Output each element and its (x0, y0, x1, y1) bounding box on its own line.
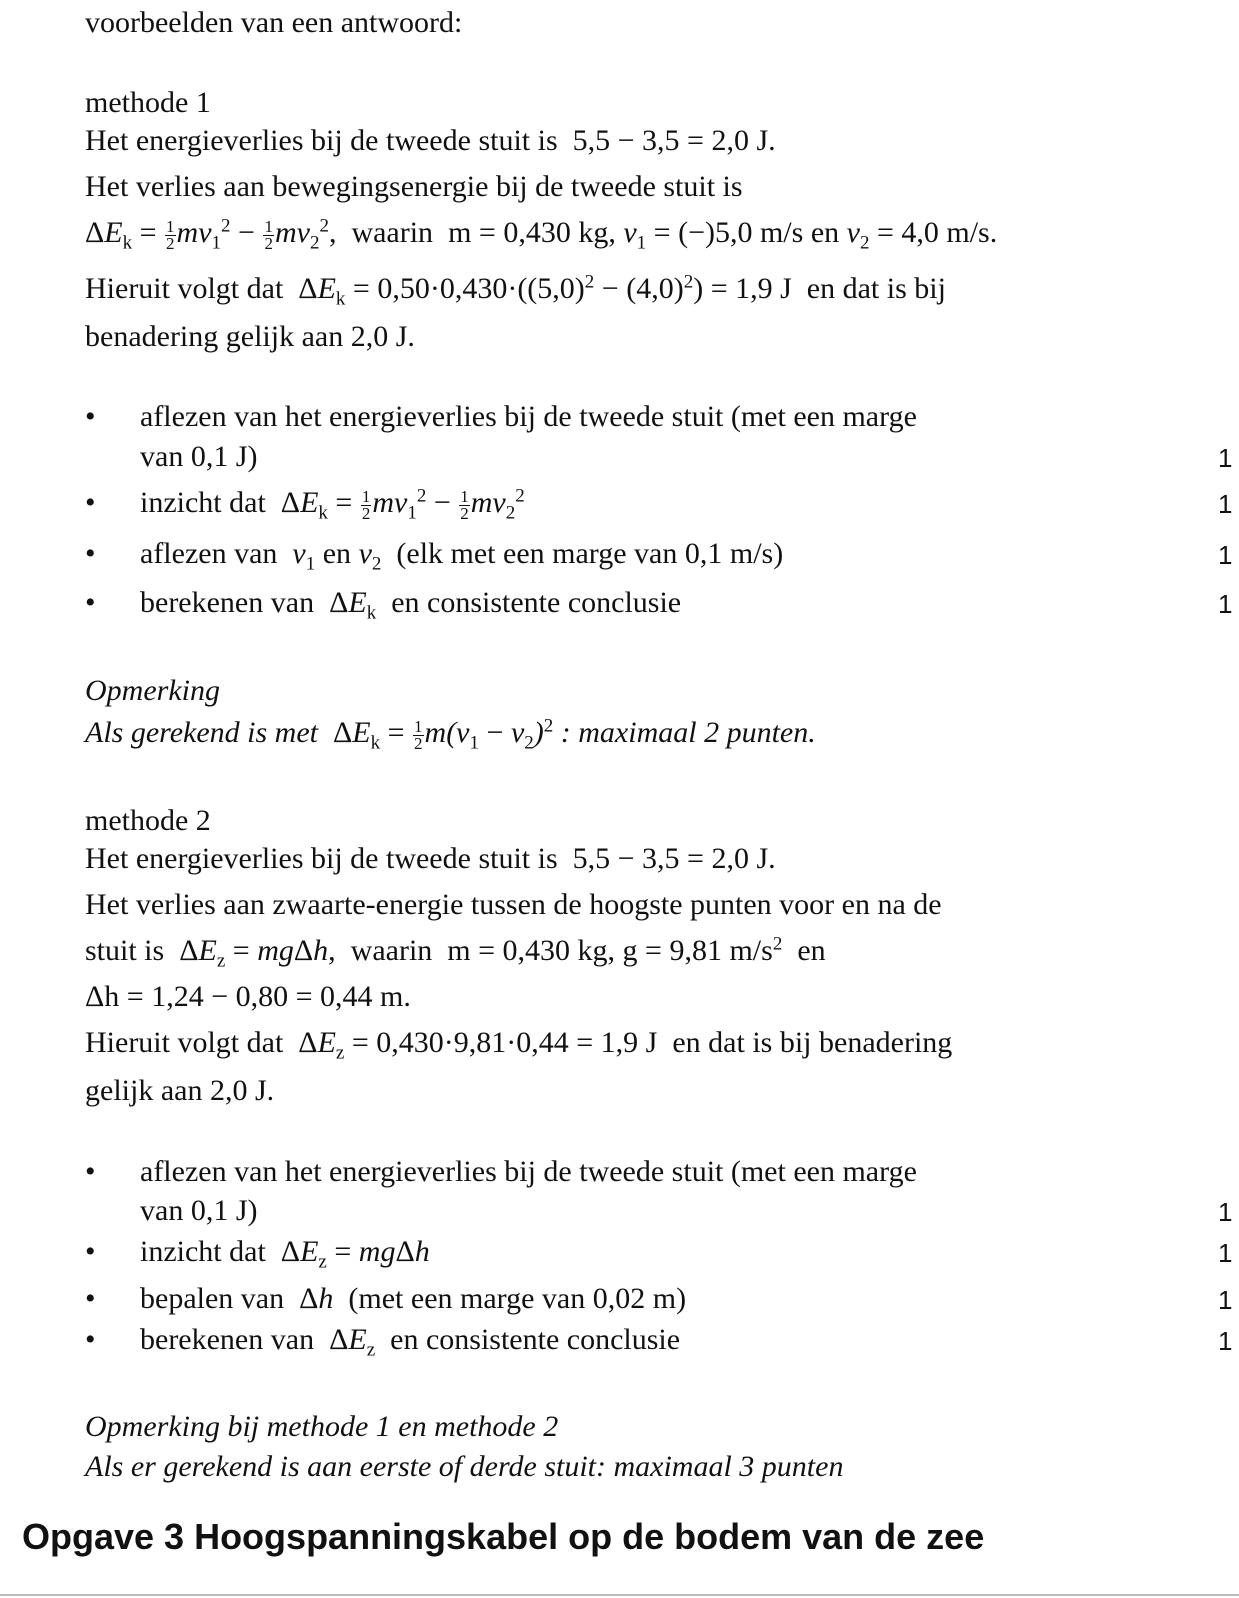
m1-points-4: 1 (1218, 589, 1233, 619)
method1-remark-title: Opmerking (85, 674, 220, 707)
m2-criterion-4: berekenen van $\Delta E_z$ en consistente conclusie (140, 1323, 681, 1361)
m2-criterion-3: bepalen van Δh (met een marge van 0,02 m) (140, 1282, 687, 1315)
m1-criterion-4: berekenen van $\Delta E_k$ en consistente conclusie (140, 586, 682, 624)
final-remark-title: Opmerking bij methode 1 en methode 2 (85, 1410, 559, 1443)
m1-criterion-2: inzicht dat $\Delta E_k$ = $\frac{1}{2}$ $mv_1^2$ − $\frac{1}{2}$ $mv_2^2$ (140, 485, 525, 524)
method1-formula-line: $\Delta E_k$ = $\frac{1}{2}$ $mv_1^2$ − $\frac{1}{2}$ $mv_2^2$, waarin m = 0,430 kg, $v_1 = (-)5,0$ m/s en $v_2 = 4,0$ m/s. (85, 215, 998, 254)
bullet: • (85, 1155, 96, 1188)
bullet: • (85, 1323, 96, 1356)
m1-criterion-3: aflezen van $v_1$ en $v_2$ (elk met een marge van 0,1 m/s) (140, 537, 784, 575)
method1-line4: Hieruit volgt dat $\Delta E_k = 0,50\cdot 0,430\cdot((5,0)^2 - (4,0)^2) = 1,9$ J en dat is bij (85, 271, 946, 310)
bullet: • (85, 586, 96, 619)
m2-criterion-1b: van 0,1 J) (140, 1194, 258, 1227)
method1-line5: benadering gelijk aan 2,0 J. (85, 320, 415, 353)
bullet: • (85, 537, 96, 570)
m1-criterion-1b: van 0,1 J) (140, 440, 258, 473)
m1-points-2: 1 (1218, 489, 1233, 519)
m2-points-4: 1 (1218, 1326, 1233, 1356)
bullet: • (85, 486, 96, 519)
m2-criterion-2: inzicht dat $\Delta E_z = mg\Delta h$ (140, 1235, 430, 1273)
method2-line6: gelijk aan 2,0 J. (85, 1074, 275, 1107)
m2-points-2: 1 (1218, 1238, 1233, 1268)
method2-line3: stuit is $\Delta E_z = mg\Delta h$, waarin m = 0,430 kg, g = 9,81 $m/s^2$ en (85, 933, 826, 972)
m1-criterion-1a: aflezen van het energieverlies bij de tweede stuit (met een marge (140, 400, 917, 433)
m1-points-1: 1 (1218, 443, 1233, 473)
m1-points-3: 1 (1218, 540, 1233, 570)
method1-label: methode 1 (85, 86, 211, 119)
bullet: • (85, 1282, 96, 1315)
method1-remark-text: Als gerekend is met $\Delta E_k$ = $\frac{1}{2}$ $m(v_1 - v_2)^2$ : maximaal 2 punten. (85, 715, 816, 754)
method2-label: methode 2 (85, 804, 211, 837)
method2-line5: Hieruit volgt dat $\Delta E_z = 0,430\cdot 9,81\cdot 0,44 = 1,9$ J en dat is bij benadering (85, 1026, 953, 1064)
intro-text: voorbeelden van een antwoord: (85, 6, 463, 39)
final-remark-text: Als er gerekend is aan eerste of derde stuit: maximaal 3 punten (85, 1450, 844, 1483)
method1-line2: Het verlies aan bewegingsenergie bij de tweede stuit is (85, 170, 743, 203)
page-divider (0, 1594, 1239, 1596)
m2-points-3: 1 (1218, 1285, 1233, 1315)
m2-points-1: 1 (1218, 1197, 1233, 1227)
bullet: • (85, 400, 96, 433)
method2-line1: Het energieverlies bij de tweede stuit is 5,5 − 3,5 = 2,0 J. (85, 842, 776, 875)
m2-criterion-1a: aflezen van het energieverlies bij de tweede stuit (met een marge (140, 1155, 917, 1188)
next-section-heading: Opgave 3 Hoogspanningskabel op de bodem van de zee (22, 1516, 985, 1557)
method2-line2: Het verlies aan zwaarte-energie tussen de hoogste punten voor en na de (85, 888, 942, 921)
method1-line1: Het energieverlies bij de tweede stuit is 5,5 − 3,5 = 2,0 J. (85, 124, 776, 157)
method2-line4: Δh = 1,24 − 0,80 = 0,44 m. (85, 980, 411, 1013)
bullet: • (85, 1235, 96, 1268)
